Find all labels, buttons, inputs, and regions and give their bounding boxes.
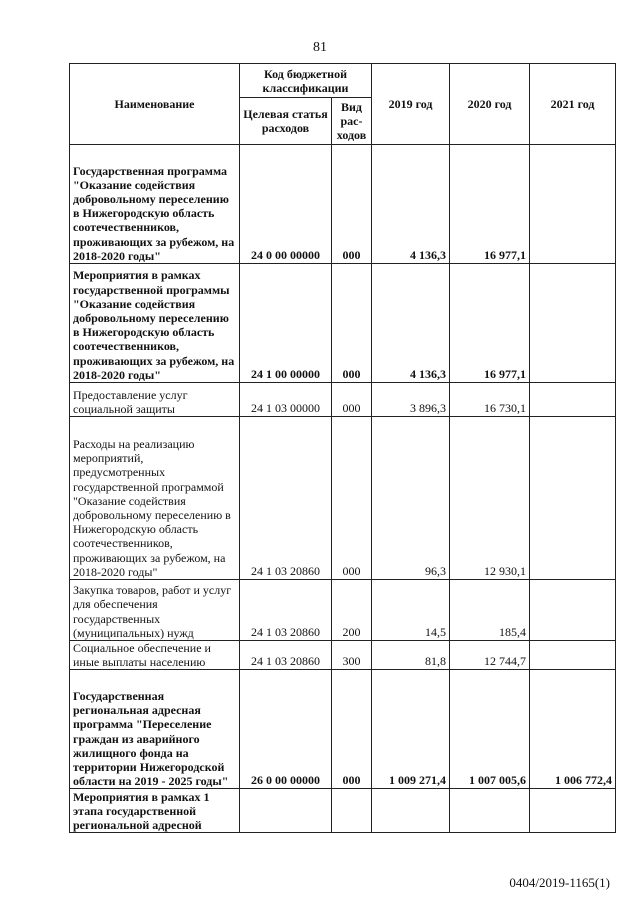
row-target-article: 24 1 03 20860 <box>240 580 332 641</box>
row-value-2019 <box>372 789 450 833</box>
header-target-article: Целевая статья расходов <box>240 98 332 145</box>
row-value-2021 <box>530 383 616 417</box>
header-name: Наименование <box>70 64 240 145</box>
row-value-2020: 16 977,1 <box>450 264 530 383</box>
row-value-2020: 12 744,7 <box>450 641 530 670</box>
row-value-2020: 12 930,1 <box>450 417 530 580</box>
row-value-2021 <box>530 417 616 580</box>
row-target-article: 26 0 00 00000 <box>240 670 332 789</box>
row-value-2020: 185,4 <box>450 580 530 641</box>
row-value-2019: 1 009 271,4 <box>372 670 450 789</box>
row-expense-type: 200 <box>332 580 372 641</box>
row-target-article <box>240 789 332 833</box>
header-budget-code: Код бюджетной классификации <box>240 64 372 98</box>
row-value-2021 <box>530 264 616 383</box>
row-value-2021 <box>530 145 616 264</box>
row-target-article: 24 1 00 00000 <box>240 264 332 383</box>
row-name: Мероприятия в рамках 1 этапа государственной региональной адресной <box>70 789 240 833</box>
row-value-2021 <box>530 789 616 833</box>
row-value-2020 <box>450 789 530 833</box>
row-value-2019: 96,3 <box>372 417 450 580</box>
table-row <box>70 641 616 670</box>
row-target-article: 24 1 03 20860 <box>240 417 332 580</box>
row-expense-type: 000 <box>332 264 372 383</box>
page-number: 81 <box>313 40 327 55</box>
row-name: Закупка товаров, работ и услуг для обеспечения государственных (муниципальных) нужд <box>70 580 240 641</box>
row-expense-type: 000 <box>332 417 372 580</box>
row-name: Государственная региональная адресная программа "Переселение граждан из аварийного жилищного фонда на территории Нижегородской области на 2019 - 2025 годы" <box>70 670 240 789</box>
table-row <box>70 383 616 417</box>
row-target-article: 24 1 03 00000 <box>240 383 332 417</box>
header-2020: 2020 год <box>450 64 530 145</box>
table-row <box>70 417 616 580</box>
budget-table <box>69 63 616 833</box>
row-value-2019: 14,5 <box>372 580 450 641</box>
table-row <box>70 264 616 383</box>
row-name: Государственная программа "Оказание содействия добровольному переселению в Нижегородскую область соотечественников, проживающих за рубежом, на 2018-2020 годы" <box>70 145 240 264</box>
row-value-2020: 1 007 005,6 <box>450 670 530 789</box>
row-target-article: 24 1 03 20860 <box>240 641 332 670</box>
table-row <box>70 580 616 641</box>
row-expense-type: 000 <box>332 145 372 264</box>
row-expense-type: 300 <box>332 641 372 670</box>
row-name: Мероприятия в рамках государственной программы "Оказание содействия добровольному переселению в Нижегородскую область соотечественников, проживающих за рубежом, на 2018-2020 годы" <box>70 264 240 383</box>
row-name: Расходы на реализацию мероприятий, предусмотренных государственной программой "Оказание содействия добровольному переселению в Нижегородскую область соотечественников, проживающих за рубежом, на 2018-2020 годы" <box>70 417 240 580</box>
row-value-2019: 3 896,3 <box>372 383 450 417</box>
header-2021: 2021 год <box>530 64 616 145</box>
table-row <box>70 789 616 833</box>
table-row <box>70 670 616 789</box>
table-row <box>70 145 616 264</box>
row-expense-type: 000 <box>332 670 372 789</box>
row-target-article: 24 0 00 00000 <box>240 145 332 264</box>
header-2019: 2019 год <box>372 64 450 145</box>
row-expense-type <box>332 789 372 833</box>
row-value-2021: 1 006 772,4 <box>530 670 616 789</box>
row-value-2019: 4 136,3 <box>372 264 450 383</box>
row-value-2019: 81,8 <box>372 641 450 670</box>
row-value-2021 <box>530 580 616 641</box>
row-value-2019: 4 136,3 <box>372 145 450 264</box>
row-value-2021 <box>530 641 616 670</box>
row-name: Социальное обеспечение и иные выплаты населению <box>70 641 240 670</box>
row-expense-type: 000 <box>332 383 372 417</box>
row-value-2020: 16 977,1 <box>450 145 530 264</box>
row-name: Предоставление услуг социальной защиты <box>70 383 240 417</box>
document-code: 0404/2019-1165(1) <box>509 875 610 890</box>
row-value-2020: 16 730,1 <box>450 383 530 417</box>
header-expense-type: Вид рас- ходов <box>332 98 372 145</box>
